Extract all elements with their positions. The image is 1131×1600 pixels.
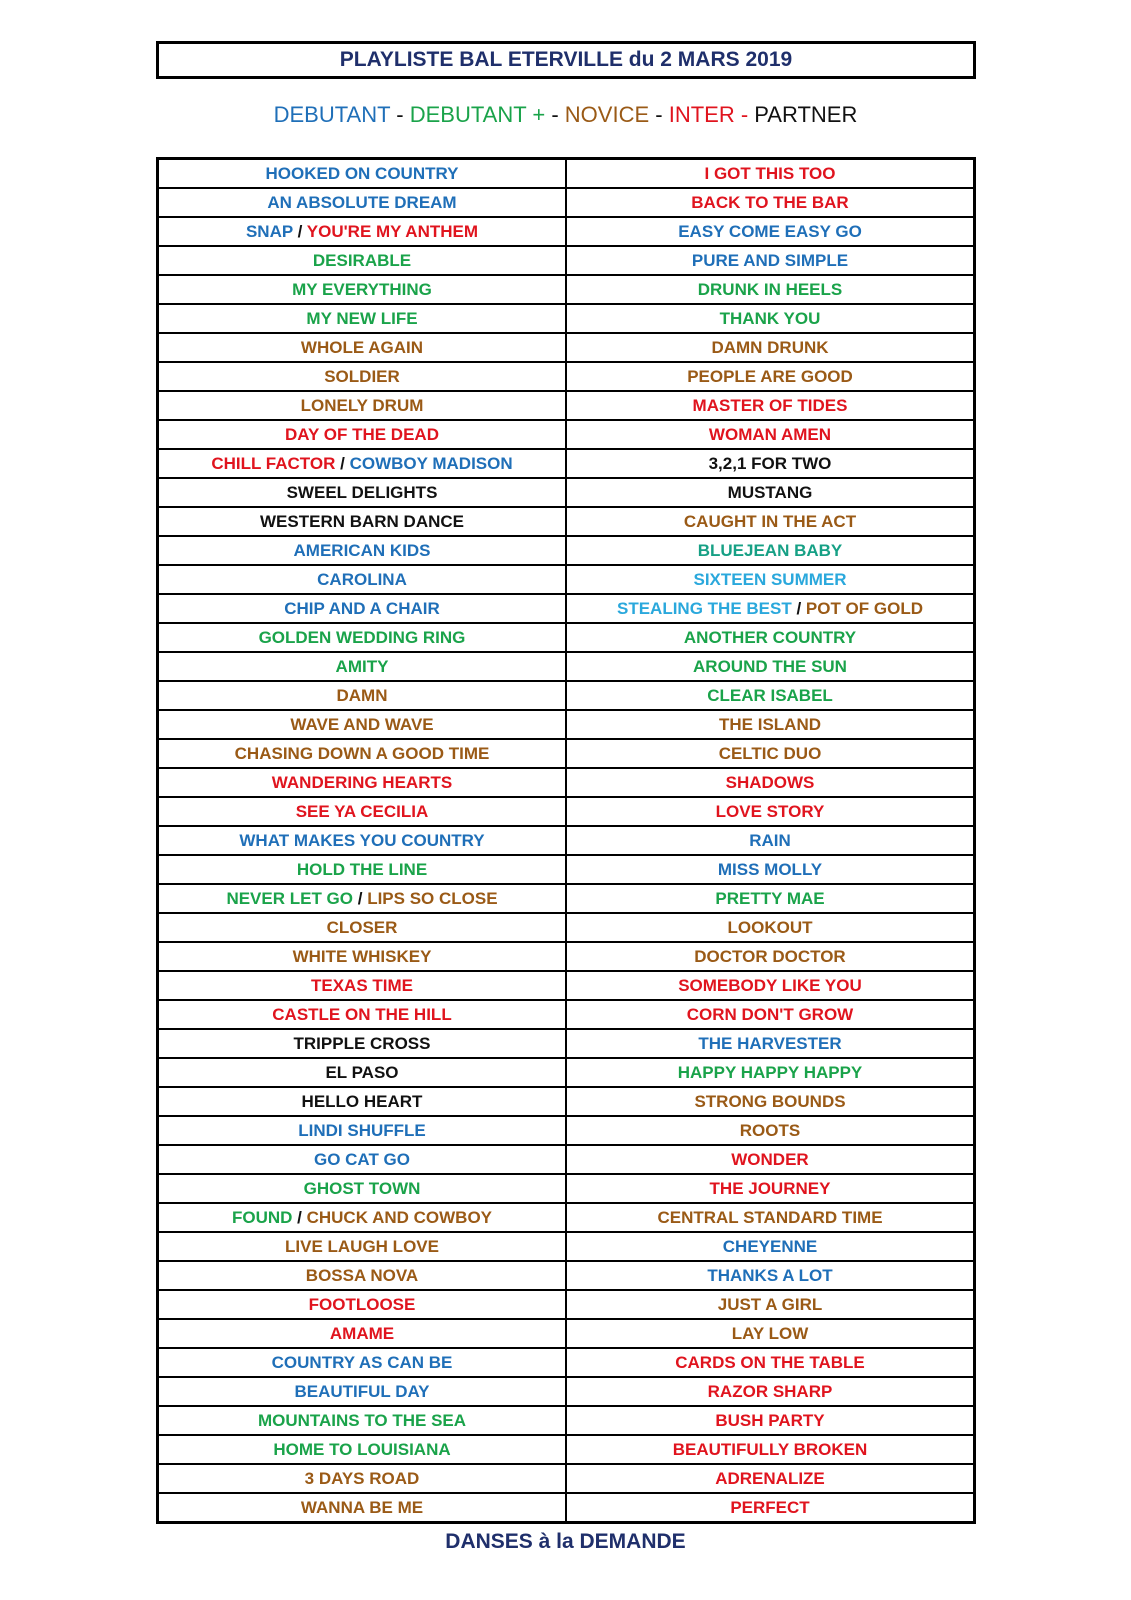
footer-note: DANSES à la DEMANDE [445, 1530, 686, 1553]
table-row [158, 1087, 975, 1116]
legend-item: NOVICE [564, 102, 650, 127]
dance-cell-right [566, 1435, 975, 1464]
dance-cell-right [566, 536, 975, 565]
dance-title: THE JOURNEY [709, 1179, 831, 1198]
dance-title: HOME TO LOUISIANA [273, 1440, 451, 1459]
dance-title: LOOKOUT [727, 918, 813, 937]
table-row [158, 507, 975, 536]
legend-item: - [390, 102, 410, 127]
table-row [158, 362, 975, 391]
dance-cell-right [566, 391, 975, 420]
dance-cell-right [566, 188, 975, 217]
table-row [158, 478, 975, 507]
legend-item: - [734, 102, 755, 127]
dance-title: NEVER LET GO [226, 889, 354, 908]
dance-cell-right [566, 1087, 975, 1116]
dance-title: GOLDEN WEDDING RING [258, 628, 466, 647]
table-row [158, 333, 975, 362]
dance-cell-left [158, 304, 567, 333]
dance-title: STEALING THE BEST [616, 599, 792, 618]
dance-title: DAY OF THE DEAD [285, 425, 439, 444]
dance-cell-left [158, 1319, 567, 1348]
table-row [158, 797, 975, 826]
dance-cell-right [566, 1464, 975, 1493]
dance-cell-left [158, 768, 567, 797]
dance-title: AMERICAN KIDS [293, 541, 431, 560]
table-row [158, 1348, 975, 1377]
dance-title: HELLO HEART [301, 1092, 423, 1111]
dance-cell-left [158, 913, 567, 942]
dance-title: LAY LOW [731, 1324, 809, 1343]
dance-title: CLOSER [326, 918, 398, 937]
dance-cell-left [158, 1377, 567, 1406]
dance-cell-left [158, 159, 567, 189]
table-row [158, 884, 975, 913]
table-row [158, 391, 975, 420]
dance-cell-left [158, 246, 567, 275]
dance-title: CAUGHT IN THE ACT [683, 512, 857, 531]
dance-cell-right [566, 913, 975, 942]
table-row [158, 971, 975, 1000]
dance-cell-left [158, 536, 567, 565]
dance-cell-left [158, 1174, 567, 1203]
dance-title: YOU'RE MY ANTHEM [306, 222, 479, 241]
dance-cell-left [158, 217, 567, 246]
dance-cell-right [566, 1290, 975, 1319]
playlist-table [156, 157, 976, 1524]
dance-title: SOLDIER [324, 367, 400, 386]
dance-title: AN ABSOLUTE DREAM [267, 193, 457, 212]
dance-title: LIVE LAUGH LOVE [285, 1237, 439, 1256]
dance-cell-left [158, 275, 567, 304]
dance-title: MOUNTAINS TO THE SEA [257, 1411, 467, 1430]
dance-title: BOSSA NOVA [305, 1266, 419, 1285]
legend-item: INTER [668, 102, 735, 127]
dance-cell-left [158, 942, 567, 971]
dance-cell-left [158, 652, 567, 681]
dance-title: 3,2,1 FOR TWO [708, 454, 832, 473]
dance-cell-right [566, 275, 975, 304]
table-row [158, 826, 975, 855]
dance-title: POT OF GOLD [805, 599, 923, 618]
dance-cell-right [566, 565, 975, 594]
dance-title: BLUEJEAN BABY [697, 541, 843, 560]
dance-title: FOOTLOOSE [308, 1295, 416, 1314]
table-row [158, 623, 975, 652]
dance-cell-right [566, 855, 975, 884]
table-row [158, 1232, 975, 1261]
dance-cell-left [158, 1493, 567, 1523]
dance-title: PURE AND SIMPLE [691, 251, 849, 270]
dance-title: DAMN [336, 686, 388, 705]
dance-title: SHADOWS [725, 773, 815, 792]
table-row [158, 188, 975, 217]
dance-title: ROOTS [739, 1121, 801, 1140]
dance-cell-right [566, 768, 975, 797]
level-legend [0, 102, 1131, 128]
dance-cell-right [566, 681, 975, 710]
dance-cell-right [566, 1319, 975, 1348]
dance-cell-left [158, 507, 567, 536]
dance-title: THE ISLAND [719, 715, 821, 734]
dance-cell-left [158, 884, 567, 913]
dance-title: PEOPLE ARE GOOD [687, 367, 853, 386]
table-row [158, 1029, 975, 1058]
dance-title: WOMAN AMEN [708, 425, 832, 444]
dance-title: AMITY [335, 657, 389, 676]
table-row [158, 1000, 975, 1029]
dance-title: DOCTOR DOCTOR [694, 947, 846, 966]
dance-title: LOVE STORY [715, 802, 825, 821]
dance-title: WHOLE AGAIN [300, 338, 424, 357]
dance-cell-right [566, 1058, 975, 1087]
dance-title: CELTIC DUO [718, 744, 822, 763]
dance-title: MISS MOLLY [717, 860, 823, 879]
dance-title: GHOST TOWN [303, 1179, 421, 1198]
separator: / [353, 889, 368, 908]
dance-title: STRONG BOUNDS [694, 1092, 846, 1111]
dance-title: JUST A GIRL [717, 1295, 823, 1314]
table-row [158, 304, 975, 333]
dance-cell-left [158, 1290, 567, 1319]
table-row [158, 1406, 975, 1435]
dance-cell-left [158, 681, 567, 710]
dance-cell-left [158, 1029, 567, 1058]
table-row [158, 710, 975, 739]
dance-title: WAVE AND WAVE [290, 715, 434, 734]
dance-title: CHASING DOWN A GOOD TIME [234, 744, 490, 763]
dance-cell-right [566, 1232, 975, 1261]
dance-cell-left [158, 188, 567, 217]
dance-title: WANDERING HEARTS [271, 773, 453, 792]
table-row [158, 942, 975, 971]
dance-title: CHILL FACTOR [211, 454, 336, 473]
dance-title: WESTERN BARN DANCE [260, 512, 464, 531]
dance-cell-right [566, 942, 975, 971]
page-title: PLAYLISTE BAL ETERVILLE du 2 MARS 2019 [156, 41, 976, 79]
dance-title: SIXTEEN SUMMER [693, 570, 847, 589]
dance-cell-left [158, 449, 567, 478]
dance-cell-right [566, 1406, 975, 1435]
dance-cell-right [566, 1145, 975, 1174]
dance-cell-right [566, 362, 975, 391]
dance-cell-left [158, 1000, 567, 1029]
dance-title: WONDER [731, 1150, 809, 1169]
dance-title: THANKS A LOT [707, 1266, 833, 1285]
dance-cell-right [566, 333, 975, 362]
dance-cell-right [566, 1000, 975, 1029]
dance-title: AROUND THE SUN [693, 657, 847, 676]
table-row [158, 1377, 975, 1406]
dance-cell-right [566, 623, 975, 652]
dance-title: BUSH PARTY [715, 1411, 825, 1430]
dance-cell-left [158, 710, 567, 739]
table-row [158, 913, 975, 942]
table-row [158, 565, 975, 594]
dance-title: WHITE WHISKEY [292, 947, 432, 966]
table-row [158, 1319, 975, 1348]
dance-cell-right [566, 1493, 975, 1523]
dance-title: CAROLINA [317, 570, 407, 589]
dance-cell-left [158, 362, 567, 391]
dance-cell-left [158, 1203, 567, 1232]
dance-title: THE HARVESTER [698, 1034, 842, 1053]
table-row [158, 1174, 975, 1203]
dance-cell-left [158, 739, 567, 768]
dance-cell-right [566, 797, 975, 826]
dance-title: CASTLE ON THE HILL [272, 1005, 452, 1024]
dance-title: EASY COME EASY GO [678, 222, 862, 241]
dance-title: HOLD THE LINE [296, 860, 428, 879]
dance-cell-right [566, 594, 975, 623]
dance-title: BEAUTIFUL DAY [294, 1382, 430, 1401]
dance-title: BACK TO THE BAR [691, 193, 849, 212]
dance-cell-left [158, 1232, 567, 1261]
dance-title: RAZOR SHARP [707, 1382, 833, 1401]
dance-title: MASTER OF TIDES [692, 396, 848, 415]
table-row [158, 1203, 975, 1232]
table-row [158, 1145, 975, 1174]
dance-cell-left [158, 391, 567, 420]
legend-item: - [649, 102, 669, 127]
table-row [158, 1435, 975, 1464]
table-row [158, 739, 975, 768]
dance-cell-left [158, 1261, 567, 1290]
table-row [158, 159, 975, 189]
dance-cell-right [566, 217, 975, 246]
table-row [158, 246, 975, 275]
dance-cell-right [566, 1377, 975, 1406]
dance-title: TEXAS TIME [310, 976, 413, 995]
dance-title: CHEYENNE [722, 1237, 818, 1256]
table-row [158, 1290, 975, 1319]
dance-cell-left [158, 1464, 567, 1493]
table-row [158, 536, 975, 565]
dance-cell-right [566, 159, 975, 189]
dance-cell-right [566, 884, 975, 913]
dance-title: GO CAT GO [313, 1150, 410, 1169]
dance-cell-left [158, 797, 567, 826]
dance-cell-right [566, 1348, 975, 1377]
dance-cell-left [158, 1348, 567, 1377]
separator: / [292, 222, 307, 241]
separator: / [292, 1208, 307, 1227]
dance-cell-right [566, 739, 975, 768]
dance-cell-right [566, 1116, 975, 1145]
dance-title: CHUCK AND COWBOY [306, 1208, 493, 1227]
dance-cell-left [158, 855, 567, 884]
dance-title: HOOKED ON COUNTRY [265, 164, 459, 183]
table-row [158, 420, 975, 449]
dance-title: DRUNK IN HEELS [697, 280, 843, 299]
dance-title: THANK YOU [719, 309, 821, 328]
table-row [158, 449, 975, 478]
dance-title: I GOT THIS TOO [704, 164, 836, 183]
dance-cell-left [158, 1087, 567, 1116]
dance-cell-right [566, 478, 975, 507]
dance-cell-left [158, 971, 567, 1000]
dance-title: CHIP AND A CHAIR [284, 599, 440, 618]
dance-title: LONELY DRUM [300, 396, 424, 415]
dance-cell-left [158, 623, 567, 652]
dance-cell-right [566, 1174, 975, 1203]
dance-cell-left [158, 420, 567, 449]
dance-title: ANOTHER COUNTRY [683, 628, 857, 647]
dance-title: LIPS SO CLOSE [367, 889, 498, 908]
dance-title: COWBOY MADISON [349, 454, 513, 473]
dance-cell-left [158, 1058, 567, 1087]
dance-title: WANNA BE ME [300, 1498, 424, 1517]
legend-item: DEBUTANT + [409, 102, 546, 127]
table-row [158, 1464, 975, 1493]
legend-item: DEBUTANT [273, 102, 391, 127]
dance-cell-right [566, 420, 975, 449]
table-row [158, 1058, 975, 1087]
table-row [158, 594, 975, 623]
dance-cell-right [566, 1203, 975, 1232]
dance-title: MY EVERYTHING [292, 280, 432, 299]
dance-cell-right [566, 304, 975, 333]
dance-cell-right [566, 1029, 975, 1058]
dance-cell-right [566, 971, 975, 1000]
dance-title: SEE YA CECILIA [295, 802, 429, 821]
table-row [158, 652, 975, 681]
dance-title: 3 DAYS ROAD [304, 1469, 420, 1488]
dance-cell-left [158, 1406, 567, 1435]
table-row [158, 217, 975, 246]
separator: / [791, 599, 806, 618]
dance-cell-right [566, 826, 975, 855]
dance-cell-right [566, 246, 975, 275]
dance-title: TRIPPLE CROSS [293, 1034, 431, 1053]
dance-title: DAMN DRUNK [711, 338, 829, 357]
table-row [158, 1261, 975, 1290]
dance-cell-left [158, 1116, 567, 1145]
dance-cell-right [566, 652, 975, 681]
table-row [158, 275, 975, 304]
table-row [158, 1493, 975, 1523]
dance-title: AMAME [329, 1324, 395, 1343]
dance-title: COUNTRY AS CAN BE [271, 1353, 453, 1372]
dance-cell-right [566, 710, 975, 739]
dance-title: SWEEL DELIGHTS [286, 483, 438, 502]
dance-title: RAIN [749, 831, 791, 850]
dance-cell-right [566, 449, 975, 478]
dance-cell-right [566, 1261, 975, 1290]
dance-title: MUSTANG [727, 483, 813, 502]
dance-title: MY NEW LIFE [306, 309, 418, 328]
table-row [158, 681, 975, 710]
dance-cell-left [158, 333, 567, 362]
dance-title: PRETTY MAE [715, 889, 825, 908]
dance-cell-left [158, 826, 567, 855]
dance-title: WHAT MAKES YOU COUNTRY [239, 831, 485, 850]
table-row [158, 1116, 975, 1145]
dance-cell-left [158, 565, 567, 594]
dance-title: EL PASO [325, 1063, 399, 1082]
dance-cell-left [158, 1145, 567, 1174]
legend-item: PARTNER [754, 102, 858, 127]
dance-title: CARDS ON THE TABLE [675, 1353, 865, 1372]
dance-title: DESIRABLE [312, 251, 412, 270]
dance-title: CENTRAL STANDARD TIME [657, 1208, 883, 1227]
separator: / [335, 454, 350, 473]
dance-title: LINDI SHUFFLE [298, 1121, 426, 1140]
dance-cell-right [566, 507, 975, 536]
dance-cell-left [158, 1435, 567, 1464]
dance-cell-left [158, 594, 567, 623]
dance-title: HAPPY HAPPY HAPPY [677, 1063, 863, 1082]
legend-item: - [545, 102, 565, 127]
dance-title: CORN DON'T GROW [686, 1005, 854, 1024]
dance-cell-left [158, 478, 567, 507]
dance-title: PERFECT [730, 1498, 810, 1517]
dance-title: ADRENALIZE [715, 1469, 825, 1488]
dance-title: FOUND [231, 1208, 293, 1227]
dance-title: BEAUTIFULLY BROKEN [672, 1440, 868, 1459]
table-row [158, 768, 975, 797]
dance-title: SOMEBODY LIKE YOU [678, 976, 862, 995]
dance-title: CLEAR ISABEL [707, 686, 833, 705]
dance-title: SNAP [245, 222, 293, 241]
table-row [158, 855, 975, 884]
